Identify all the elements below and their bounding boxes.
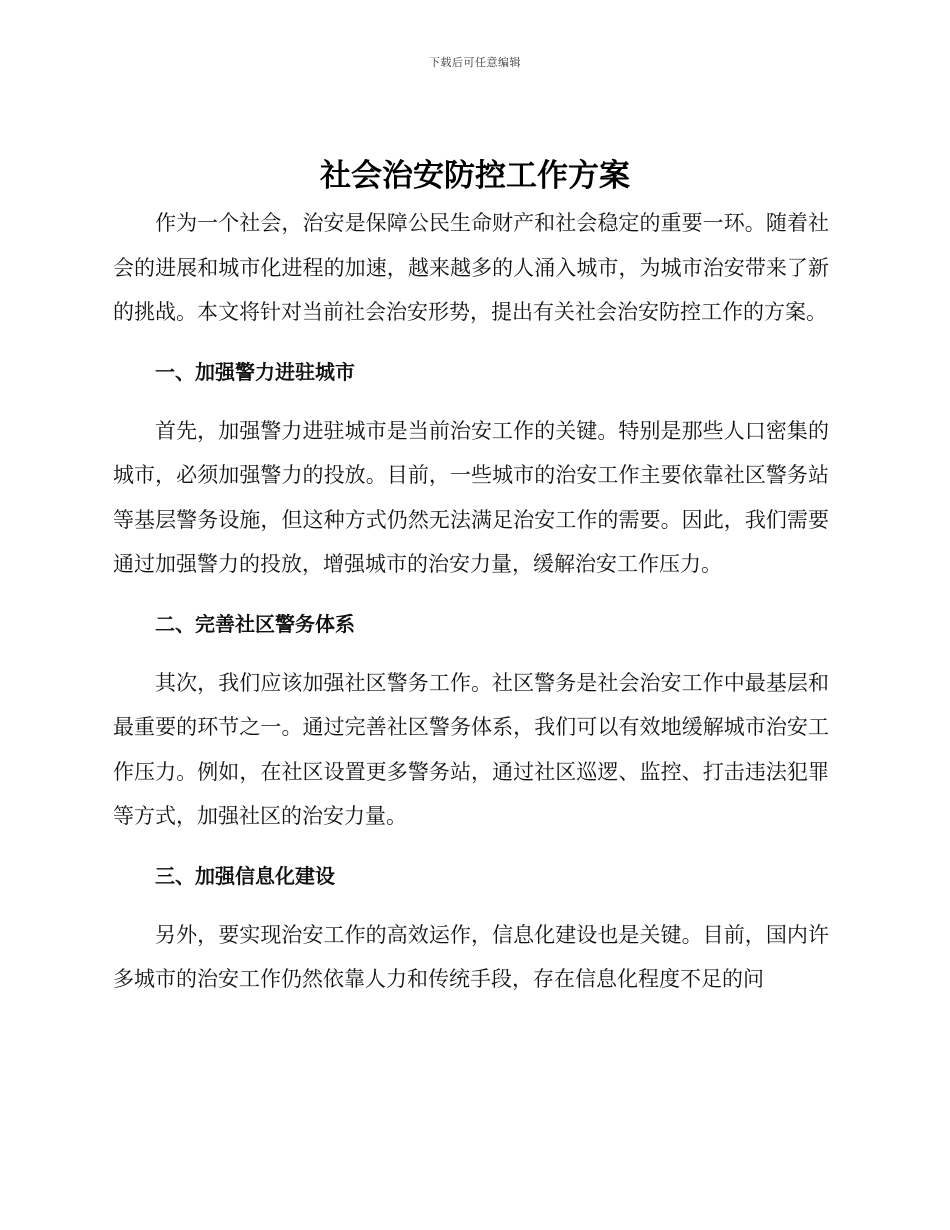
section-paragraph-3: 另外，要实现治安工作的高效运作，信息化建设也是关键。目前，国内许多城市的治安工作仍然依靠人力和传统手段，存在信息化程度不足的问 xyxy=(113,922,829,991)
intro-paragraph: 作为一个社会，治安是保障公民生命财产和社会稳定的重要一环。随着社会的进展和城市化进程的加速，越来越多的人涌入城市，为城市治安带来了新的挑战。本文将针对当前社会治安形势，提出有关社会治安防控工作的方案。 xyxy=(113,211,829,324)
document-body xyxy=(113,201,829,1002)
page-header-note: 下载后可任意编辑 xyxy=(429,56,521,69)
section-paragraph-2: 其次，我们应该加强社区警务工作。社区警务是社会治安工作中最基层和最重要的环节之一。通过完善社区警务体系，我们可以有效地缓解城市治安工作压力。例如，在社区设置更多警务站，通过社区巡逻、监控、打击违法犯罪等方式，加强社区的治安力量。 xyxy=(113,670,829,828)
document-title: 社会治安防控工作方案 xyxy=(320,158,630,194)
section-paragraph-1: 首先，加强警力进驻城市是当前治安工作的关键。特别是那些人口密集的城市，必须加强警力的投放。目前，一些城市的治安工作主要依靠社区警务站等基层警务设施，但这种方式仍然无法满足治安工作的需要。因此，我们需要通过加强警力的投放，增强城市的治安力量，缓解治安工作压力。 xyxy=(113,418,829,576)
section-heading-2: 二、完善社区警务体系 xyxy=(155,611,355,636)
section-heading-3: 三、加强信息化建设 xyxy=(155,863,335,888)
section-heading-1: 一、加强警力进驻城市 xyxy=(155,359,355,384)
